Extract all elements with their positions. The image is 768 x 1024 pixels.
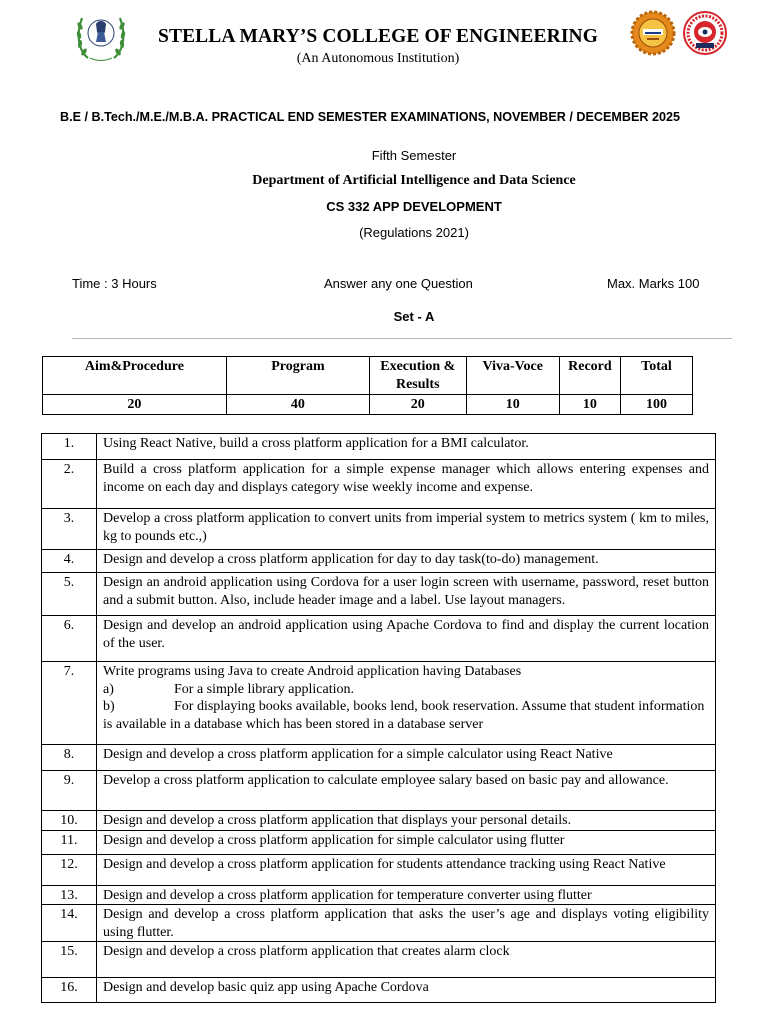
question-text: Design and develop a cross platform application for simple calculator using flutter <box>97 830 716 854</box>
sub-question-label: b) <box>103 699 115 714</box>
question-text: Design and develop a cross platform application for temperature converter using flutter <box>97 885 716 905</box>
marks-value-cell: 20 <box>43 395 227 415</box>
question-text: Design an android application using Cordova for a user login screen with username, password, reset button and a submit button. Also, include header image and a label. Use layout managers. <box>97 573 716 616</box>
question-text: Build a cross platform application for a simple expense manager which allows entering expenses and income on each day and displays category wise weekly income and expense. <box>97 460 716 509</box>
marks-header-cell: Record <box>559 357 620 395</box>
question-text: Write programs using Java to create Android application having Databases <box>103 664 522 679</box>
question-row <box>42 830 716 854</box>
question-text: Design and develop a cross platform application that creates alarm clock <box>97 942 716 978</box>
questions-table <box>41 433 716 1003</box>
divider <box>72 338 732 339</box>
question-number: 1. <box>42 434 97 460</box>
marks-header-cell: Execution & Results <box>370 357 466 395</box>
marks-value-cell: 100 <box>620 395 692 415</box>
question-text: Develop a cross platform application to calculate employee salary based on basic pay and allowance. <box>97 771 716 811</box>
question-number: 5. <box>42 573 97 616</box>
marks-header-row <box>43 357 693 395</box>
marks-value-row <box>43 395 693 415</box>
question-text: Design and develop an android application using Apache Cordova to find and display the current location of the user. <box>97 616 716 662</box>
question-row <box>42 771 716 811</box>
sub-question-text: For a simple library application. <box>174 681 355 697</box>
marks-header-cell: Aim&Procedure <box>43 357 227 395</box>
college-subtitle: (An Autonomous Institution) <box>296 51 460 66</box>
question-number: 10. <box>42 811 97 831</box>
college-name: STELLA MARY’S COLLEGE OF ENGINEERING <box>158 26 598 47</box>
question-row <box>42 573 716 616</box>
question-number: 3. <box>42 509 97 550</box>
question-row <box>42 509 716 550</box>
marks-header-cell: Program <box>226 357 369 395</box>
question-number: 16. <box>42 978 97 1003</box>
question-number: 15. <box>42 942 97 978</box>
marks-value-cell: 10 <box>466 395 559 415</box>
question-row <box>42 662 716 745</box>
sub-question <box>103 681 709 699</box>
question-text: Design and develop a cross platform application for students attendance tracking using React Native <box>97 854 716 885</box>
question-text: Using React Native, build a cross platform application for a BMI calculator. <box>97 434 716 460</box>
question-number: 13. <box>42 885 97 905</box>
question-row <box>42 550 716 573</box>
question-text: Design and develop a cross platform application for a simple calculator using React Native <box>97 745 716 771</box>
marks-header-cell: Viva-Voce <box>466 357 559 395</box>
question-number: 11. <box>42 830 97 854</box>
question-number: 4. <box>42 550 97 573</box>
exam-instruction: Answer any one Question <box>324 276 473 291</box>
question-text: Develop a cross platform application to convert units from imperial system to metrics system ( km to miles, kg to pounds etc.,) <box>97 509 716 550</box>
question-text: Design and develop a cross platform application that asks the user’s age and displays voting eligibility using flutter. <box>97 905 716 942</box>
question-text: Design and develop a cross platform application for day to day task(to-do) management. <box>97 550 716 573</box>
course-title: CS 332 APP DEVELOPMENT <box>326 199 502 214</box>
question-row <box>42 942 716 978</box>
question-number: 6. <box>42 616 97 662</box>
question-text: Design and develop a cross platform application that displays your personal details. <box>97 811 716 831</box>
question-row <box>42 978 716 1003</box>
marks-header-cell: Total <box>620 357 692 395</box>
question-row <box>42 745 716 771</box>
exam-time: Time : 3 Hours <box>72 276 157 291</box>
question-row <box>42 434 716 460</box>
marks-value-cell: 10 <box>559 395 620 415</box>
question-number: 2. <box>42 460 97 509</box>
sub-question-label: a) <box>103 681 114 697</box>
exam-title: B.E / B.Tech./M.E./M.B.A. PRACTICAL END SEMESTER EXAMINATIONS, NOVEMBER / DECEMBER 2025 <box>60 110 680 124</box>
marks-value-cell: 20 <box>370 395 466 415</box>
question-row <box>42 885 716 905</box>
question-set: Set - A <box>393 309 435 324</box>
question-number: 14. <box>42 905 97 942</box>
question-number: 7. <box>42 662 97 745</box>
marks-value-cell: 40 <box>226 395 369 415</box>
max-marks: Max. Marks 100 <box>607 276 700 291</box>
question-text: Design and develop basic quiz app using Apache Cordova <box>97 978 716 1003</box>
question-row <box>42 854 716 885</box>
question-number: 8. <box>42 745 97 771</box>
regulations: (Regulations 2021) <box>359 225 469 240</box>
marks-table <box>42 356 693 415</box>
sub-question-text: For displaying books available, books lend, book reservation. Assume that student information is available in a database which has been stored in a database server <box>103 699 705 732</box>
question-number: 12. <box>42 854 97 885</box>
question-row <box>42 616 716 662</box>
question-row <box>42 460 716 509</box>
question-row <box>42 811 716 831</box>
semester: Fifth Semester <box>371 148 457 163</box>
department: Department of Artificial Intelligence and Data Science <box>252 173 576 188</box>
question-cell <box>97 662 716 745</box>
question-number: 9. <box>42 771 97 811</box>
sub-question <box>103 698 709 733</box>
question-row <box>42 905 716 942</box>
